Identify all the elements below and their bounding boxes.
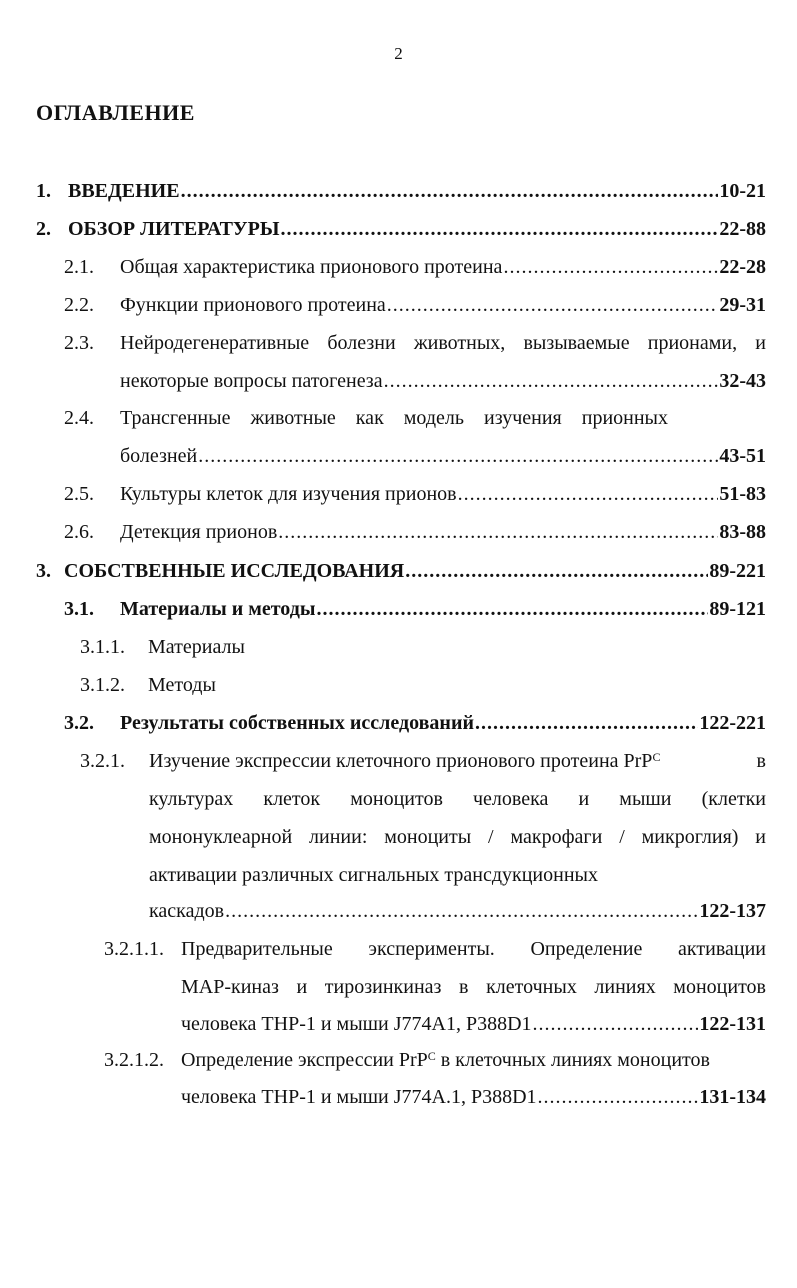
toc-text-3-2-1-1-line1: Предварительные эксперименты. Определение активации (181, 938, 766, 960)
toc-entry-2-3[interactable] (120, 369, 766, 393)
toc-num-3-2-1-1: 3.2.1.1. (104, 938, 164, 960)
toc-leader (225, 899, 698, 923)
toc-text-3-2-1-line3: мононуклеарной линии: моноциты / макрофаги / микроглия) и (149, 826, 766, 848)
toc-num: 2. (36, 218, 51, 240)
toc-entry-3-2-1-1[interactable] (181, 1012, 766, 1036)
toc-num: 2.2. (64, 294, 94, 316)
toc-text-2-4-line1: Трансгенные животные как модель изучения прионных (120, 407, 668, 429)
toc-text: каскадов (149, 900, 225, 922)
toc-leader (538, 1085, 699, 1109)
toc-entry-2-1[interactable] (64, 255, 766, 279)
toc-leader (384, 369, 719, 393)
toc-text: Результаты собственных исследований (120, 712, 474, 734)
toc-text: ОБЗОР ЛИТЕРАТУРЫ (68, 218, 280, 240)
toc-pages: 122-137 (699, 900, 766, 922)
superscript: C (652, 750, 661, 764)
toc-leader (316, 597, 708, 621)
toc-num: 2.5. (64, 483, 94, 505)
toc-num-2-3: 2.3. (64, 332, 94, 354)
toc-entry-3[interactable] (36, 559, 766, 583)
toc-text: СОБСТВЕННЫЕ ИССЛЕДОВАНИЯ (64, 560, 405, 582)
toc-num: 3. (36, 560, 51, 582)
toc-text: Методы (148, 674, 216, 696)
toc-num-3-2-1: 3.2.1. (80, 750, 125, 772)
toc-leader (405, 559, 708, 583)
toc-leader (387, 293, 719, 317)
toc-entry-2[interactable] (36, 217, 766, 241)
toc-text-3-2-1-line4: активации различных сигнальных трансдукционных (149, 864, 598, 886)
toc-text: Культуры клеток для изучения прионов (120, 483, 457, 505)
toc-num-3-2-1-2: 3.2.1.2. (104, 1049, 164, 1071)
toc-num: 3.1. (64, 598, 94, 620)
toc-leader (458, 482, 719, 506)
toc-entry-3-2-1-2[interactable] (181, 1085, 766, 1109)
toc-pages: 22-28 (719, 256, 766, 278)
toc-pages: 89-221 (709, 560, 766, 582)
toc-text: Детекция прионов (120, 521, 278, 543)
toc-pages: 122-131 (699, 1013, 766, 1035)
toc-text-3-2-1-line2: культурах клеток моноцитов человека и мыши (клетки (149, 788, 766, 810)
toc-text-3-2-1-1-line2: MAP-киназ и тирозинкиназ в клеточных линиях моноцитов (181, 976, 766, 998)
toc-text: Функции прионового протеина (120, 294, 386, 316)
toc-pages: 22-88 (719, 218, 766, 240)
toc-num: 3.1.1. (80, 636, 125, 658)
toc-num: 1. (36, 180, 51, 202)
page-title: ОГЛАВЛЕНИЕ (36, 100, 195, 125)
toc-text: ВВЕДЕНИЕ (68, 180, 180, 202)
toc-num: 3.2. (64, 712, 94, 734)
toc-num: 2.1. (64, 256, 94, 278)
toc-num: 2.6. (64, 521, 94, 543)
toc-text-3-2-1-2-line1: Определение экспрессии PrP$^C$ в клеточных линиях моноцитов (181, 1049, 710, 1071)
toc-text: Материалы (148, 636, 245, 658)
toc-leader (280, 217, 718, 241)
toc-pages: 32-43 (719, 370, 766, 392)
toc-pages: 131-134 (699, 1086, 766, 1108)
toc-text-3-2-1-line1-main: Изучение экспрессии клеточного прионового протеина PrP$^C$ (149, 750, 661, 772)
toc-entry-3-1[interactable] (64, 597, 766, 621)
toc-pages: 29-31 (719, 294, 766, 316)
toc-num: 3.1.2. (80, 674, 125, 696)
superscript: C (427, 1049, 436, 1063)
toc-leader (503, 255, 718, 279)
toc-leader (533, 1012, 699, 1036)
toc-entry-2-2[interactable] (64, 293, 766, 317)
toc-text: человека THP-1 и мыши J774A1, P388D1 (181, 1013, 532, 1035)
toc-text-2-3-line1: Нейродегенеративные болезни животных, вызываемые прионами, и (120, 332, 766, 354)
toc-entry-2-4[interactable] (120, 444, 766, 468)
toc-text: Материалы и методы (120, 598, 316, 620)
toc-entry-2-6[interactable] (64, 520, 766, 544)
toc-entry-3-1-1[interactable] (80, 635, 766, 659)
toc-pages: 51-83 (719, 483, 766, 505)
toc-text: болезней (120, 445, 198, 467)
toc-text-3-2-1-line1-end: в (756, 750, 766, 772)
toc-pages: 89-121 (709, 598, 766, 620)
toc-entry-3-1-2[interactable] (80, 673, 766, 697)
toc-text: человека THP-1 и мыши J774A.1, P388D1 (181, 1086, 537, 1108)
toc-leader (198, 444, 718, 468)
toc-pages: 10-21 (719, 180, 766, 202)
toc-entry-1[interactable] (36, 179, 766, 203)
toc-leader (181, 179, 719, 203)
toc-leader (475, 711, 698, 735)
toc-num-2-4: 2.4. (64, 407, 94, 429)
toc-pages: 43-51 (719, 445, 766, 467)
toc-text: Общая характеристика прионового протеина (120, 256, 503, 278)
toc-text: некоторые вопросы патогенеза (120, 370, 383, 392)
toc-pages: 122-221 (699, 712, 766, 734)
toc-text-3-2-1-line1 (149, 749, 766, 773)
page-number: 2 (394, 44, 403, 63)
toc-pages: 83-88 (719, 521, 766, 543)
toc-entry-3-2-1[interactable] (149, 899, 766, 923)
toc-entry-2-5[interactable] (64, 482, 766, 506)
toc-entry-3-2[interactable] (64, 711, 766, 735)
toc-leader (278, 520, 718, 544)
